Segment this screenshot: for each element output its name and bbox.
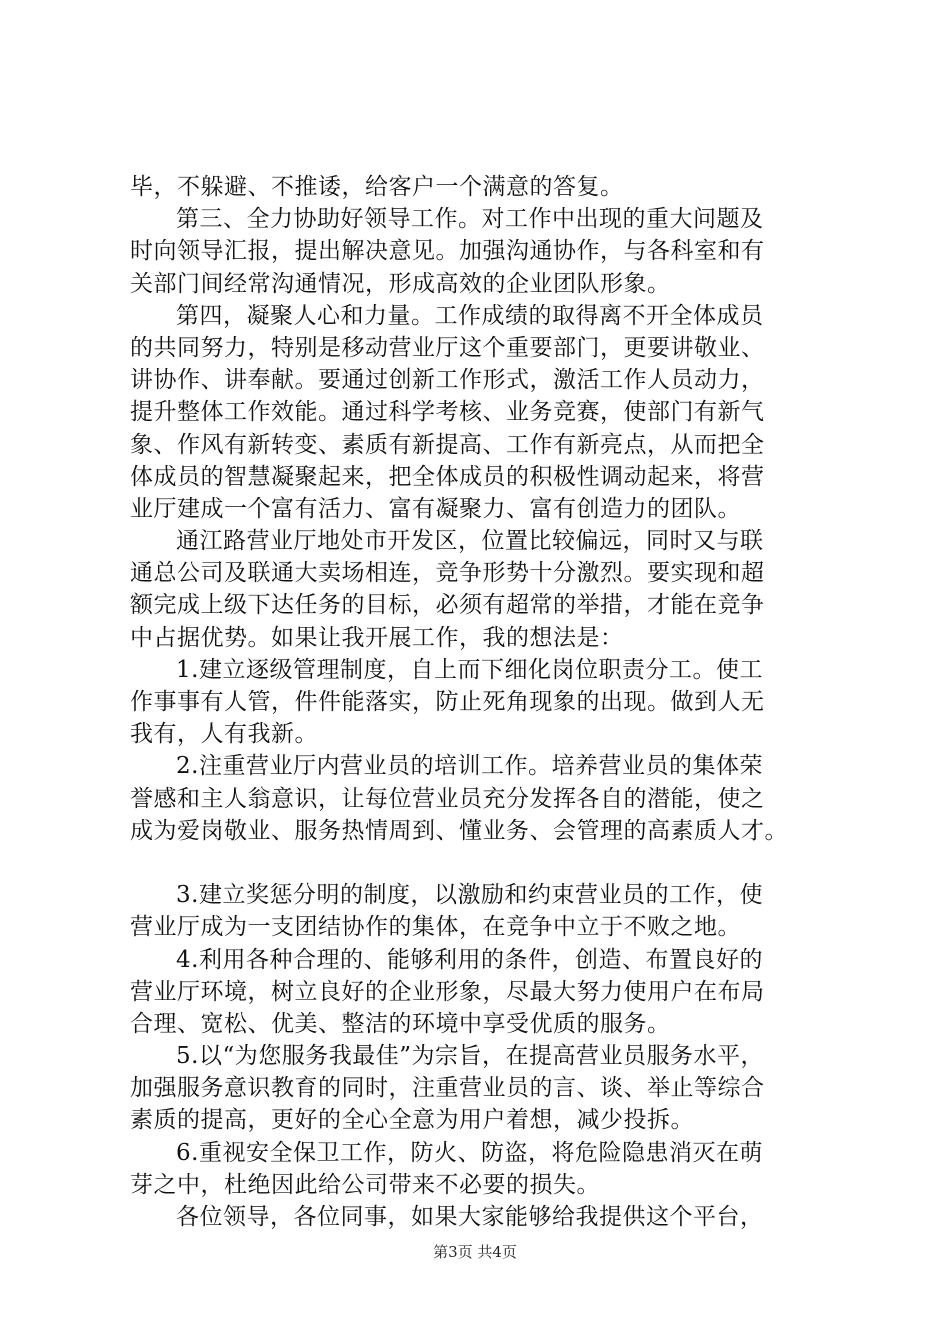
text-line: 讲协作、讲奉献。要通过创新工作形式，激活工作人员动力，	[130, 367, 765, 394]
text-line: 通总公司及联通大卖场相连，竞争形势十分激烈。要实现和超	[130, 560, 765, 587]
text-line: 中占据优势。如果让我开展工作，我的想法是：	[130, 624, 624, 651]
list-item-4: 4.利用各种合理的、能够利用的条件，创造、布置良好的	[176, 946, 763, 973]
document-body	[130, 171, 830, 1233]
text-line: 合理、宽松、优美、整洁的环境中享受优质的服务。	[130, 1010, 671, 1037]
text-line: 毕，不躲避、不推诿，给客户一个满意的答复。	[130, 174, 624, 200]
text-line: 关部门间经常沟通情况，形成高效的企业团队形象。	[130, 270, 671, 297]
text-line: 作事事有人管，件件能落实，防止死角现象的出现。做到人无	[130, 689, 765, 715]
list-item-6: 6.重视安全保卫工作，防火、防盗，将危险隐患消灭在萌	[176, 1139, 763, 1166]
text-line: 营业厅成为一支团结协作的集体，在竞争中立于不败之地。	[130, 914, 741, 941]
text-line: 誉感和主人翁意识，让每位营业员充分发挥各自的潜能，使之	[130, 785, 765, 812]
text-line: 素质的提高，更好的全心全意为用户着想，减少投拆。	[130, 1107, 694, 1134]
text-line: 营业厅环境，树立良好的企业形象，尽最大努力使用户在布局	[130, 978, 765, 1005]
paragraph-start: 第四，凝聚人心和力量。工作成绩的取得离不开全体成员	[176, 302, 764, 329]
text-line: 体成员的智慧凝聚起来，把全体成员的积极性调动起来，将营	[130, 463, 765, 490]
list-item-1: 1.建立逐级管理制度，自上而下细化岗位职责分工。使工	[176, 656, 763, 683]
blank-line	[130, 847, 830, 879]
text-line: 象、作风有新转变、素质有新提高、工作有新亮点，从而把全	[130, 431, 765, 458]
paragraph-start: 第三、全力协助好领导工作。对工作中出现的重大问题及	[176, 206, 764, 233]
text-line: 成为爱岗敬业、服务热情周到、懂业务、会管理的高素质人才。	[130, 817, 788, 844]
list-item-3: 3.建立奖惩分明的制度，以激励和约束营业员的工作，使	[176, 882, 763, 909]
text-line: 提升整体工作效能。通过科学考核、业务竞赛，使部门有新气	[130, 399, 765, 426]
text-line: 的共同努力，特别是移动营业厅这个重要部门，更要讲敬业、	[130, 334, 765, 361]
page-number: 第3页 共4页	[433, 1243, 517, 1261]
text-line: 我有，人有我新。	[130, 721, 318, 748]
list-item-5: 5.以“为您服务我最佳”为宗旨，在提高营业员服务水平，	[176, 1043, 764, 1070]
text-line: 业厅建成一个富有活力、富有凝聚力、富有创造力的团队。	[130, 495, 741, 522]
text-line: 芽之中，杜绝因此给公司带来不必要的损失。	[130, 1171, 600, 1198]
list-item-2: 2.注重营业厅内营业员的培训工作。培养营业员的集体荣	[176, 753, 763, 780]
text-line: 额完成上级下达任务的目标，必须有超常的举措，才能在竞争	[130, 592, 765, 619]
text-line: 时向领导汇报，提出解决意见。加强沟通协作，与各科室和有	[130, 238, 765, 265]
text-line: 加强服务意识教育的同时，注重营业员的言、谈、举止等综合	[130, 1075, 765, 1102]
paragraph-start: 通江路营业厅地处市开发区，位置比较偏远，同时又与联	[176, 528, 764, 555]
paragraph-start: 各位领导，各位同事，如果大家能够给我提供这个平台，	[176, 1204, 764, 1230]
